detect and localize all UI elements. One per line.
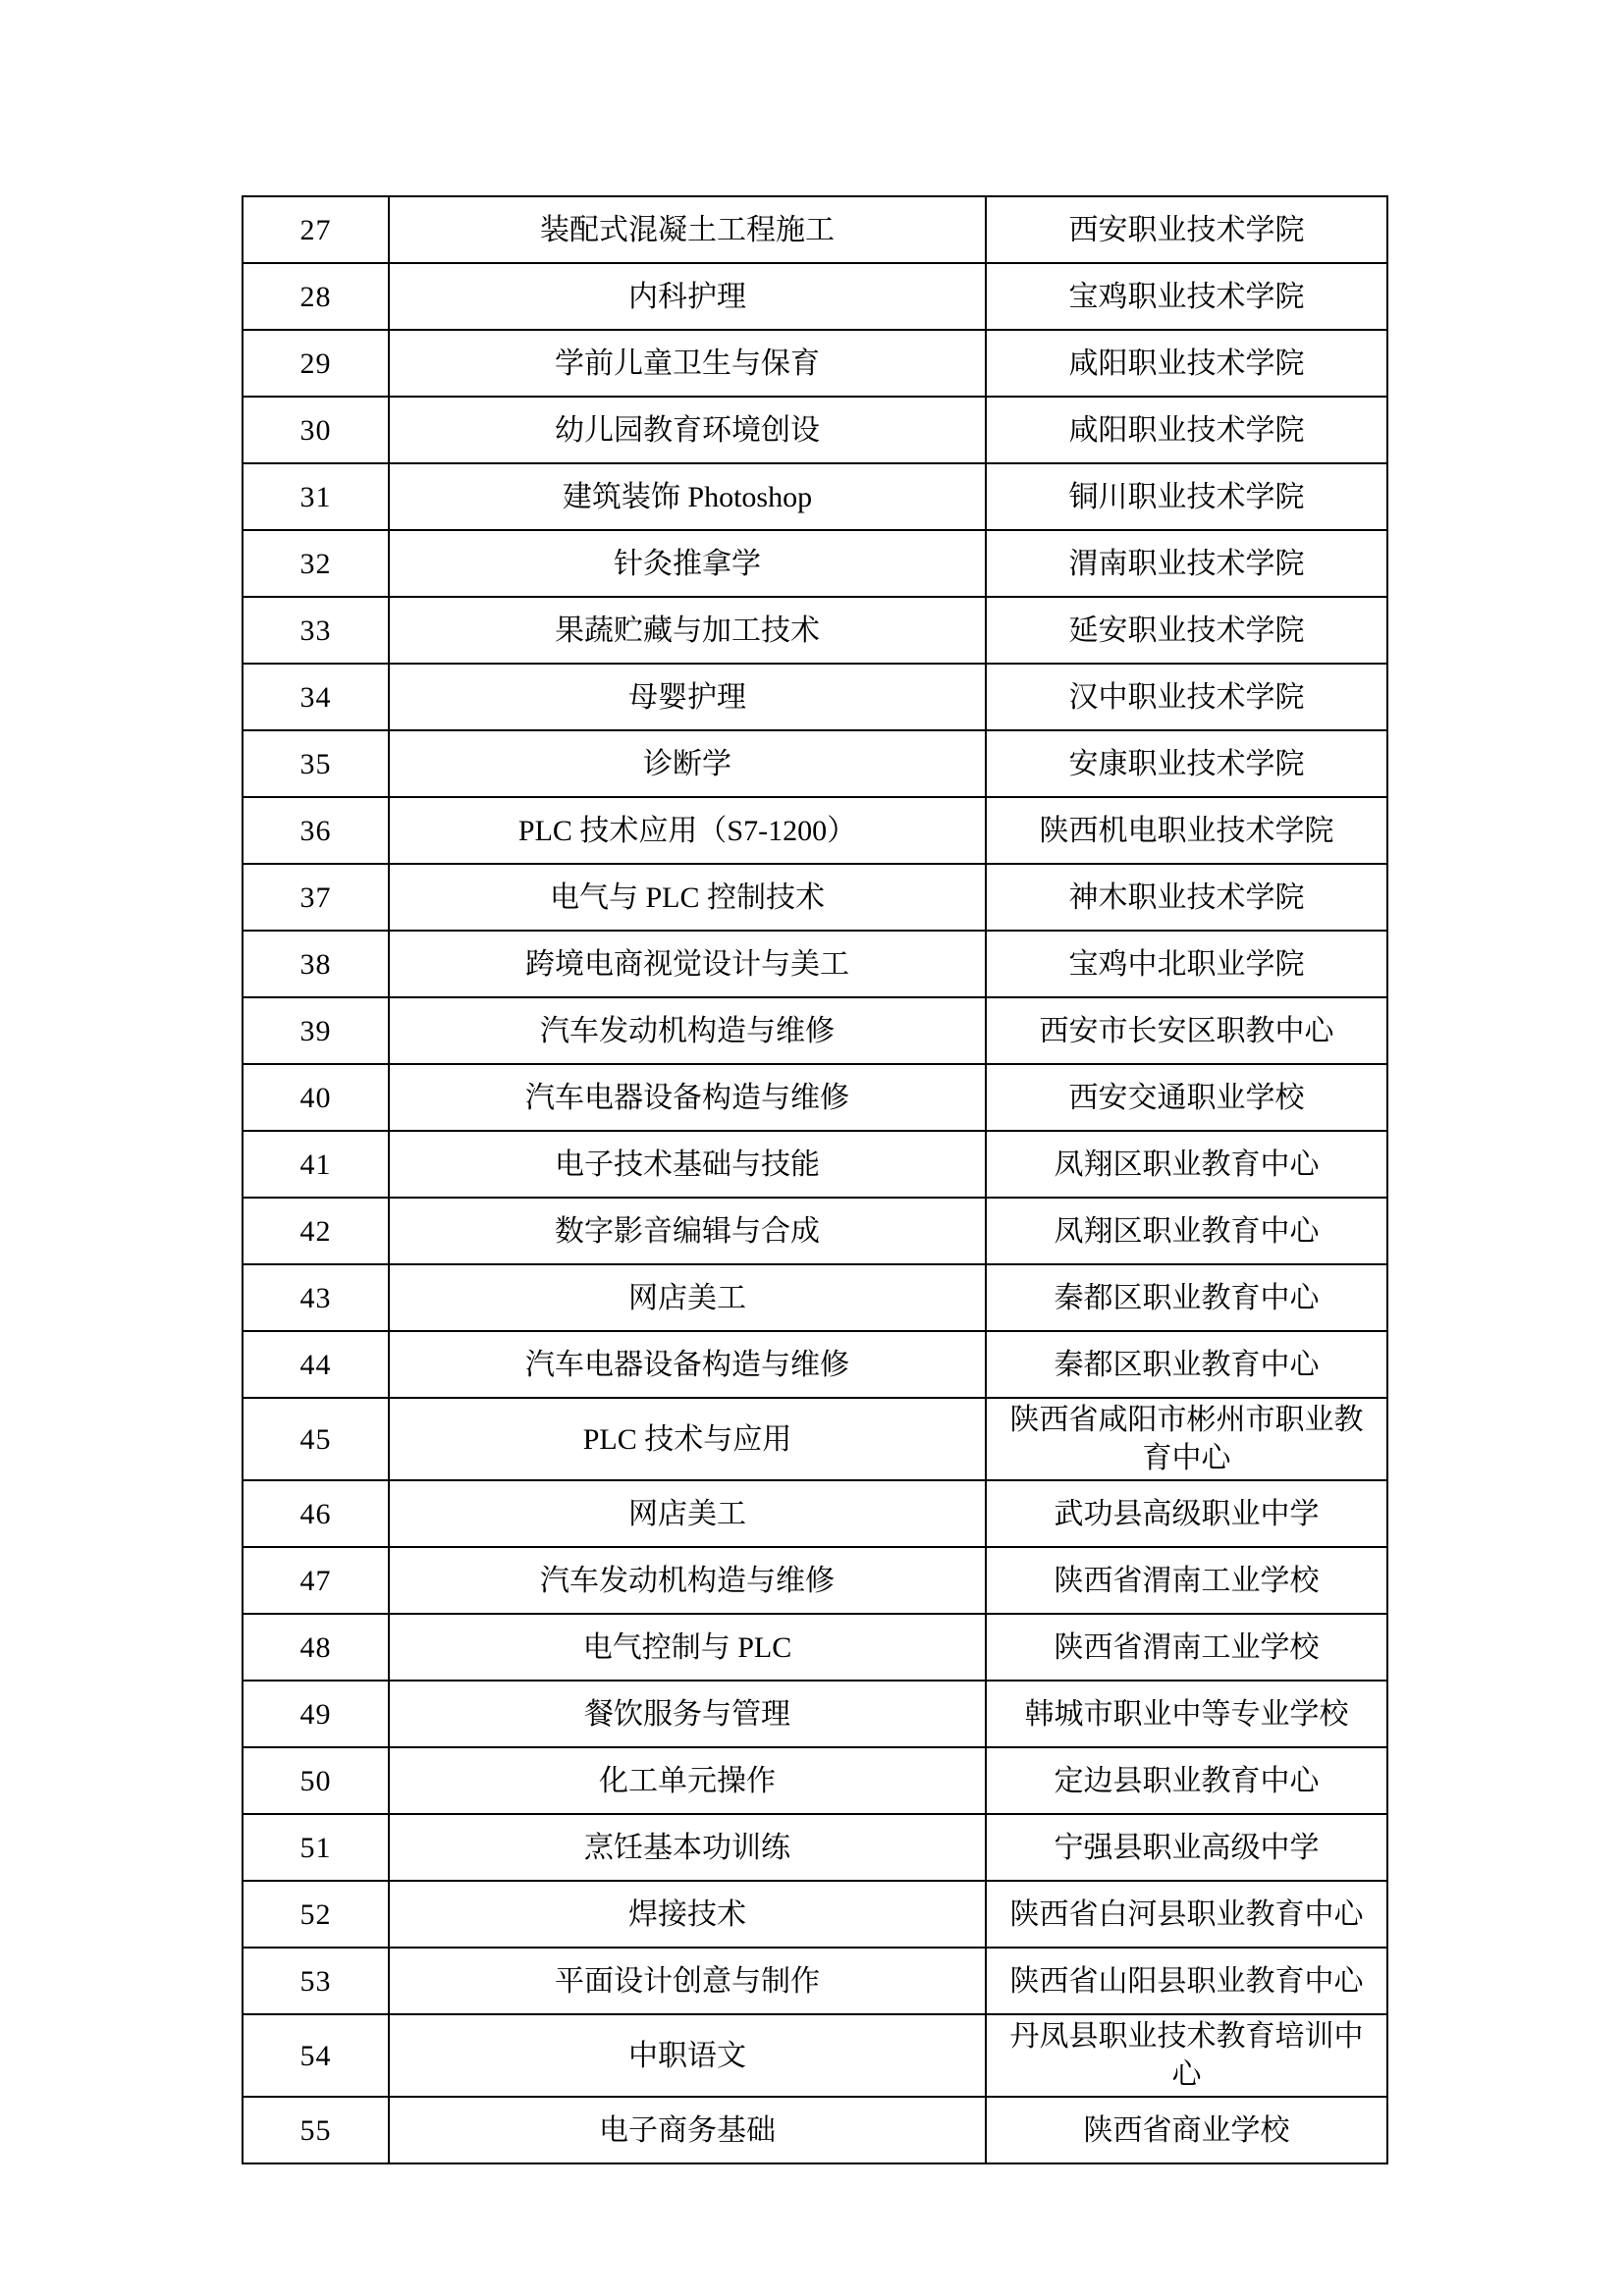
course-name: 网店美工 bbox=[389, 1264, 986, 1331]
institution-name: 渭南职业技术学院 bbox=[986, 530, 1387, 597]
institution-name: 韩城市职业中等专业学校 bbox=[986, 1681, 1387, 1747]
institution-name: 凤翔区职业教育中心 bbox=[986, 1131, 1387, 1198]
table-row bbox=[243, 864, 1387, 931]
row-number: 39 bbox=[243, 997, 389, 1064]
course-name: 汽车发动机构造与维修 bbox=[389, 997, 986, 1064]
course-name: 针灸推拿学 bbox=[389, 530, 986, 597]
course-name: 焊接技术 bbox=[389, 1881, 986, 1948]
table-row bbox=[243, 463, 1387, 530]
institution-name: 陕西省商业学校 bbox=[986, 2097, 1387, 2163]
course-name: 数字影音编辑与合成 bbox=[389, 1198, 986, 1264]
row-number: 51 bbox=[243, 1814, 389, 1881]
row-number: 41 bbox=[243, 1131, 389, 1198]
row-number: 46 bbox=[243, 1480, 389, 1547]
course-name: 网店美工 bbox=[389, 1480, 986, 1547]
course-name: 汽车电器设备构造与维修 bbox=[389, 1064, 986, 1131]
course-name: PLC 技术应用（S7-1200） bbox=[389, 797, 986, 864]
course-name: 学前儿童卫生与保育 bbox=[389, 330, 986, 397]
course-table bbox=[242, 195, 1388, 2164]
table-row bbox=[243, 1198, 1387, 1264]
table-row bbox=[243, 730, 1387, 797]
course-table-body bbox=[243, 196, 1387, 2163]
table-row bbox=[243, 1480, 1387, 1547]
table-row bbox=[243, 931, 1387, 997]
course-name: PLC 技术与应用 bbox=[389, 1398, 986, 1480]
row-number: 47 bbox=[243, 1547, 389, 1614]
course-name: 烹饪基本功训练 bbox=[389, 1814, 986, 1881]
course-name: 中职语文 bbox=[389, 2014, 986, 2097]
table-row bbox=[243, 397, 1387, 463]
table-row bbox=[243, 1131, 1387, 1198]
table-row bbox=[243, 2097, 1387, 2163]
course-name: 电子技术基础与技能 bbox=[389, 1131, 986, 1198]
institution-name: 咸阳职业技术学院 bbox=[986, 397, 1387, 463]
institution-name: 陕西省白河县职业教育中心 bbox=[986, 1881, 1387, 1948]
institution-name: 定边县职业教育中心 bbox=[986, 1747, 1387, 1814]
course-name: 化工单元操作 bbox=[389, 1747, 986, 1814]
table-row bbox=[243, 1747, 1387, 1814]
table-row bbox=[243, 1614, 1387, 1681]
course-name: 电气与 PLC 控制技术 bbox=[389, 864, 986, 931]
table-row bbox=[243, 2014, 1387, 2097]
institution-name: 陕西省渭南工业学校 bbox=[986, 1614, 1387, 1681]
row-number: 33 bbox=[243, 597, 389, 664]
institution-name: 凤翔区职业教育中心 bbox=[986, 1198, 1387, 1264]
row-number: 27 bbox=[243, 196, 389, 263]
institution-name: 铜川职业技术学院 bbox=[986, 463, 1387, 530]
institution-name: 陕西省山阳县职业教育中心 bbox=[986, 1948, 1387, 2014]
course-name: 果蔬贮藏与加工技术 bbox=[389, 597, 986, 664]
course-name: 母婴护理 bbox=[389, 664, 986, 730]
institution-name: 西安职业技术学院 bbox=[986, 196, 1387, 263]
row-number: 28 bbox=[243, 263, 389, 330]
institution-name: 陕西省渭南工业学校 bbox=[986, 1547, 1387, 1614]
course-name: 诊断学 bbox=[389, 730, 986, 797]
row-number: 49 bbox=[243, 1681, 389, 1747]
institution-name: 延安职业技术学院 bbox=[986, 597, 1387, 664]
table-row bbox=[243, 1881, 1387, 1948]
table-row bbox=[243, 330, 1387, 397]
institution-name: 陕西机电职业技术学院 bbox=[986, 797, 1387, 864]
table-row bbox=[243, 1064, 1387, 1131]
table-row bbox=[243, 1948, 1387, 2014]
table-row bbox=[243, 530, 1387, 597]
table-row bbox=[243, 1398, 1387, 1480]
row-number: 55 bbox=[243, 2097, 389, 2163]
course-name: 跨境电商视觉设计与美工 bbox=[389, 931, 986, 997]
row-number: 31 bbox=[243, 463, 389, 530]
row-number: 29 bbox=[243, 330, 389, 397]
institution-name: 丹凤县职业技术教育培训中心 bbox=[986, 2014, 1387, 2097]
table-row bbox=[243, 1331, 1387, 1398]
institution-name: 秦都区职业教育中心 bbox=[986, 1264, 1387, 1331]
institution-name: 陕西省咸阳市彬州市职业教育中心 bbox=[986, 1398, 1387, 1480]
row-number: 53 bbox=[243, 1948, 389, 2014]
row-number: 37 bbox=[243, 864, 389, 931]
course-name: 幼儿园教育环境创设 bbox=[389, 397, 986, 463]
row-number: 38 bbox=[243, 931, 389, 997]
course-name: 电气控制与 PLC bbox=[389, 1614, 986, 1681]
institution-name: 咸阳职业技术学院 bbox=[986, 330, 1387, 397]
row-number: 42 bbox=[243, 1198, 389, 1264]
table-row bbox=[243, 1264, 1387, 1331]
row-number: 36 bbox=[243, 797, 389, 864]
institution-name: 汉中职业技术学院 bbox=[986, 664, 1387, 730]
row-number: 34 bbox=[243, 664, 389, 730]
institution-name: 宝鸡职业技术学院 bbox=[986, 263, 1387, 330]
row-number: 54 bbox=[243, 2014, 389, 2097]
institution-name: 神木职业技术学院 bbox=[986, 864, 1387, 931]
row-number: 40 bbox=[243, 1064, 389, 1131]
course-name: 汽车发动机构造与维修 bbox=[389, 1547, 986, 1614]
row-number: 32 bbox=[243, 530, 389, 597]
table-row bbox=[243, 997, 1387, 1064]
institution-name: 西安交通职业学校 bbox=[986, 1064, 1387, 1131]
row-number: 35 bbox=[243, 730, 389, 797]
institution-name: 武功县高级职业中学 bbox=[986, 1480, 1387, 1547]
institution-name: 安康职业技术学院 bbox=[986, 730, 1387, 797]
table-row bbox=[243, 664, 1387, 730]
table-row bbox=[243, 1681, 1387, 1747]
row-number: 48 bbox=[243, 1614, 389, 1681]
course-name: 餐饮服务与管理 bbox=[389, 1681, 986, 1747]
row-number: 44 bbox=[243, 1331, 389, 1398]
table-row bbox=[243, 597, 1387, 664]
table-row bbox=[243, 196, 1387, 263]
row-number: 52 bbox=[243, 1881, 389, 1948]
course-name: 建筑装饰 Photoshop bbox=[389, 463, 986, 530]
course-name: 汽车电器设备构造与维修 bbox=[389, 1331, 986, 1398]
course-name: 电子商务基础 bbox=[389, 2097, 986, 2163]
institution-name: 西安市长安区职教中心 bbox=[986, 997, 1387, 1064]
course-name: 平面设计创意与制作 bbox=[389, 1948, 986, 2014]
table-row bbox=[243, 797, 1387, 864]
course-name: 装配式混凝土工程施工 bbox=[389, 196, 986, 263]
row-number: 30 bbox=[243, 397, 389, 463]
row-number: 43 bbox=[243, 1264, 389, 1331]
table-row bbox=[243, 263, 1387, 330]
row-number: 50 bbox=[243, 1747, 389, 1814]
institution-name: 宁强县职业高级中学 bbox=[986, 1814, 1387, 1881]
table-row bbox=[243, 1814, 1387, 1881]
institution-name: 秦都区职业教育中心 bbox=[986, 1331, 1387, 1398]
institution-name: 宝鸡中北职业学院 bbox=[986, 931, 1387, 997]
course-name: 内科护理 bbox=[389, 263, 986, 330]
row-number: 45 bbox=[243, 1398, 389, 1480]
table-row bbox=[243, 1547, 1387, 1614]
